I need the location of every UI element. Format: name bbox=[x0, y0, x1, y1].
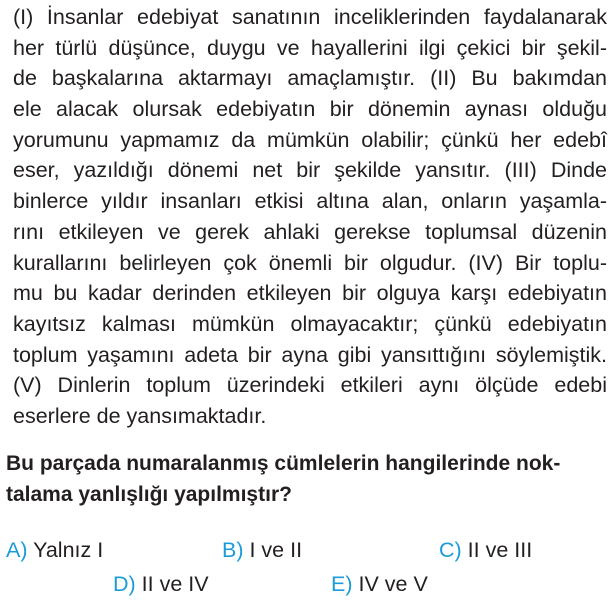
option-text: Yalnız I bbox=[33, 538, 104, 562]
question-line: Bu parçada numaralanmış cümlelerin hangilerinde nok- bbox=[6, 452, 561, 475]
passage-line: ele alacak olursak edebiyatın bir dönemin aynası olduğu bbox=[13, 97, 607, 122]
passage-line: kayıtsız kalması mümkün olmayacaktır; çünkü edebiyatın bbox=[13, 311, 607, 336]
option-a[interactable] bbox=[6, 536, 103, 564]
passage-line: (V) Dinlerin toplum üzerindeki etkileri aynı ölçüde edebi bbox=[13, 373, 607, 398]
passage-line: de başkalarına aktarmayı amaçlamıştır. (II) Bu bakımdan bbox=[13, 66, 607, 91]
option-letter: C) bbox=[439, 538, 462, 562]
option-text: IV ve V bbox=[358, 572, 428, 596]
passage-line: kurallarını belirleyen çok önemli bir olgudur. (IV) Bir toplu- bbox=[13, 250, 607, 275]
passage-line: her türlü düşünce, duygu ve hayallerini ilgi çekici bir şekil- bbox=[13, 35, 607, 60]
option-letter: E) bbox=[331, 572, 353, 596]
option-e[interactable] bbox=[331, 570, 428, 598]
option-letter: D) bbox=[113, 572, 136, 596]
passage-line: binlerce yıldır insanları etkisi altına alan, onların yaşamla- bbox=[13, 189, 607, 214]
passage-line: rını etkileyen ve gerek ahlaki gerekse toplumsal düzenin bbox=[13, 219, 607, 244]
option-letter: A) bbox=[6, 538, 28, 562]
option-text: I ve II bbox=[249, 538, 303, 562]
passage-line: eser, yazıldığı dönemi net bir şekilde yansıtır. (III) Dinde bbox=[13, 158, 607, 183]
passage-line: yorumunu yapmamız da mümkün olabilir; çünkü her edebî bbox=[13, 127, 607, 152]
passage-line: eserlere de yansımaktadır. bbox=[13, 403, 267, 428]
question-line: talama yanlışlığı yapılmıştır? bbox=[6, 483, 292, 506]
option-text: II ve III bbox=[467, 538, 533, 562]
option-c[interactable] bbox=[439, 536, 532, 564]
question-stem bbox=[6, 448, 606, 510]
option-text: II ve IV bbox=[141, 572, 209, 596]
passage-line: toplum yaşamını adeta bir ayna gibi yansıttığını söylemiştik. bbox=[13, 342, 607, 367]
passage bbox=[13, 2, 607, 432]
passage-line: mu bu kadar derinden etkileyen bir olguya karşı edebiyatın bbox=[13, 281, 607, 306]
option-d[interactable] bbox=[113, 570, 209, 598]
passage-line: (I) İnsanlar edebiyat sanatının inceliklerinden faydalanarak bbox=[13, 5, 607, 29]
option-b[interactable] bbox=[222, 536, 302, 564]
option-letter: B) bbox=[222, 538, 244, 562]
